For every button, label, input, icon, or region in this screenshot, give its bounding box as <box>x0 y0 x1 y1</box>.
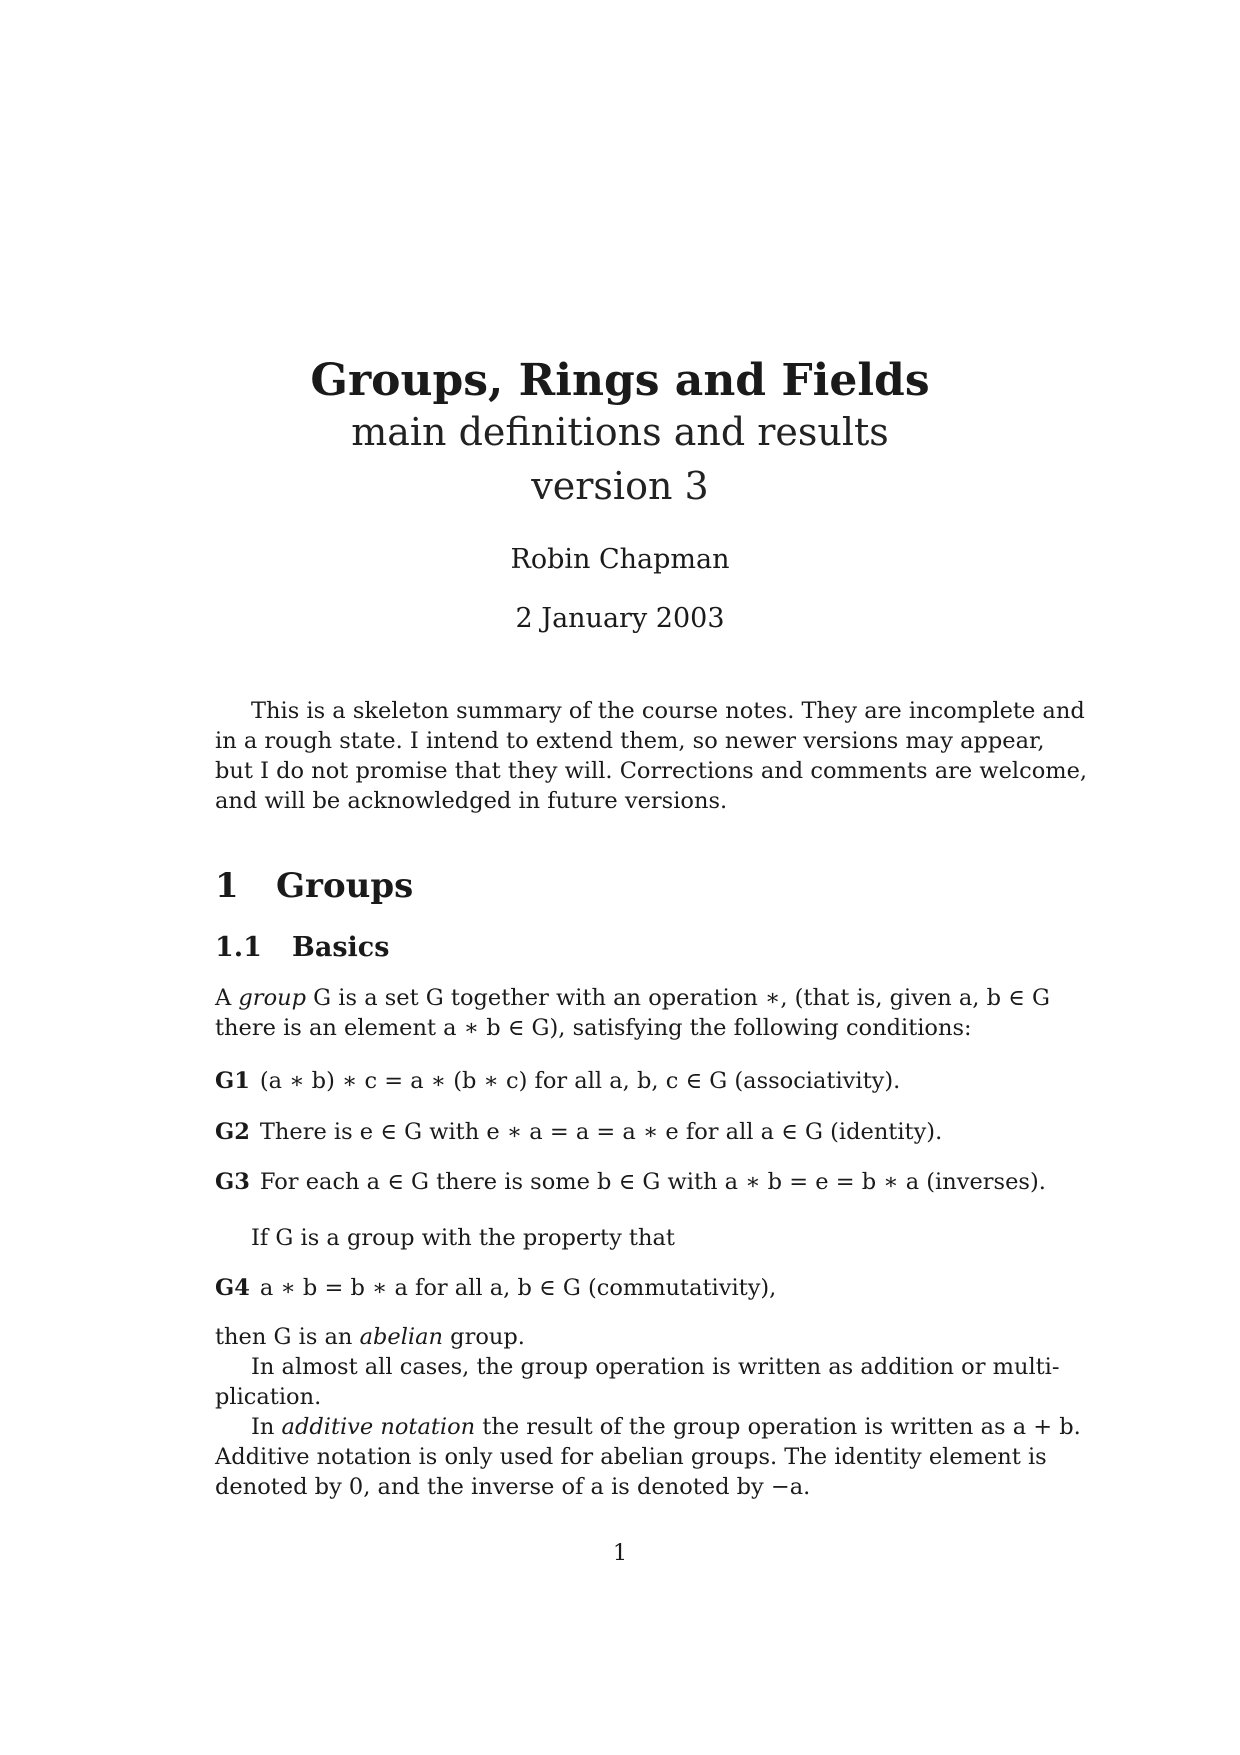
condition-g4 <box>215 1273 776 1303</box>
condition-label: G1 <box>215 1068 250 1094</box>
then-line <box>215 1322 1027 1352</box>
text-run: In <box>251 1414 282 1440</box>
term-additive-notation: additive notation <box>281 1414 476 1440</box>
text-run: G is a set G together with an operation ∗, (that is, given a, b ∈ G <box>306 985 1050 1011</box>
condition-text: There is e ∈ G with e ∗ a = a = a ∗ e for all a ∈ G (identity). <box>259 1119 943 1145</box>
text-run: group. <box>443 1324 525 1350</box>
subsection-title: Basics <box>292 932 390 963</box>
document-date: 2 January 2003 <box>515 603 725 634</box>
additive-line <box>251 1412 1081 1442</box>
abstract-line: and will be acknowledged in future versions. <box>215 788 728 814</box>
abstract-line: This is a skeleton summary of the course notes. They are incomplete and <box>251 698 1085 724</box>
additive-line: Additive notation is only used for abelian groups. The identity element is <box>215 1444 1047 1470</box>
page-number: 1 <box>612 1540 628 1566</box>
condition-label: G3 <box>215 1169 250 1195</box>
condition-text: a ∗ b = b ∗ a for all a, b ∈ G (commutativity), <box>259 1275 777 1301</box>
almost-line: plication. <box>215 1384 322 1410</box>
term-abelian: abelian <box>359 1324 444 1350</box>
text-run: then G is an <box>215 1324 360 1350</box>
condition-g1 <box>215 1066 900 1096</box>
condition-text: (a ∗ b) ∗ c = a ∗ (b ∗ c) for all a, b, c ∈ G (associativity). <box>259 1068 901 1094</box>
condition-g2 <box>215 1117 942 1147</box>
group-definition-line <box>215 983 1050 1013</box>
additive-line: denoted by 0, and the inverse of a is denoted by −a. <box>215 1474 811 1500</box>
author-name: Robin Chapman <box>510 544 730 575</box>
document-title: Groups, Rings and Fields <box>310 355 930 406</box>
section-title: Groups <box>276 866 414 906</box>
condition-text: For each a ∈ G there is some b ∈ G with a ∗ b = e = b ∗ a (inverses). <box>259 1169 1046 1195</box>
document-version: version 3 <box>531 464 709 508</box>
almost-line: In almost all cases, the group operation is written as addition or multi- <box>251 1354 1060 1380</box>
document-subtitle: main definitions and results <box>351 410 889 454</box>
text-run: A <box>215 985 239 1011</box>
subsection-number: 1.1 <box>215 932 262 963</box>
if-line: If G is a group with the property that <box>251 1225 675 1251</box>
condition-g3 <box>215 1167 1046 1197</box>
text-run: the result of the group operation is written as a + b. <box>475 1414 1081 1440</box>
term-group: group <box>238 985 307 1011</box>
abstract-line: but I do not promise that they will. Corrections and comments are welcome, <box>215 758 1088 784</box>
condition-label: G4 <box>215 1275 250 1301</box>
group-definition-line: there is an element a ∗ b ∈ G), satisfying the following conditions: <box>215 1015 972 1041</box>
condition-label: G2 <box>215 1119 250 1145</box>
section-number: 1 <box>215 866 239 906</box>
abstract-line: in a rough state. I intend to extend them, so newer versions may appear, <box>215 728 1045 754</box>
